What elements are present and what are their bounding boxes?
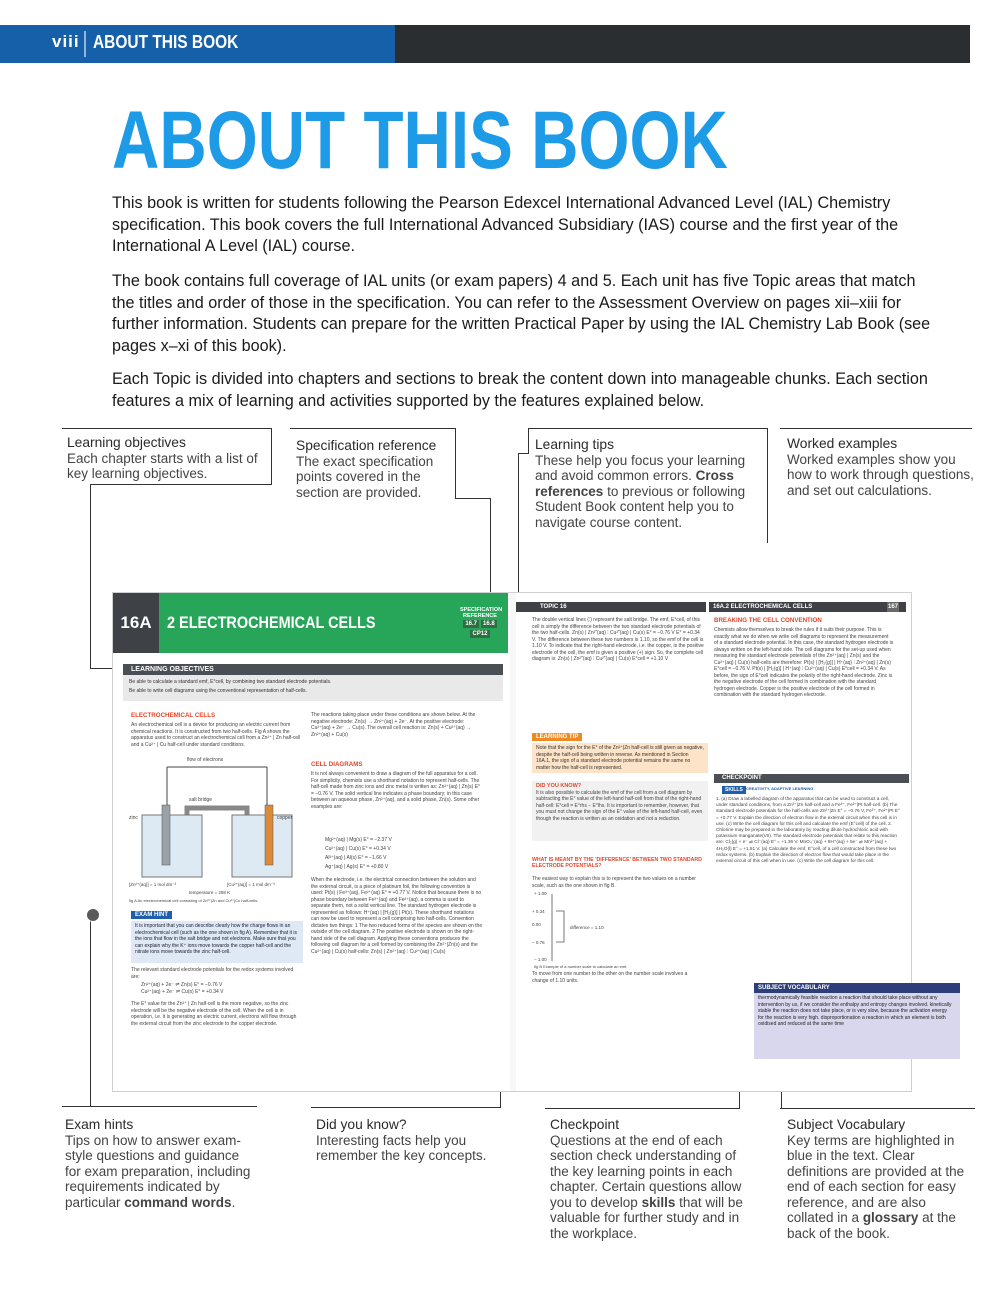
intro-paragraph-2: The book contains full coverage of IAL units (or exam papers) 4 and 5. Each unit has five Topic areas that match the titles and order of those in the specification. You can refer to the Assessment Overview on pages xii–xiii for further information. Students can prepare for the written Practical Paper by using the IAL Chemistry Lab Book (see pages x–xi of this book).: [112, 272, 931, 355]
note-subject-vocabulary: [787, 1117, 972, 1241]
note-text: [535, 453, 755, 531]
connector-line: [455, 428, 456, 498]
note-text-a: Key terms are highlighted in blue in the text. Clear definitions are provided at the end of each section for easy reference, and are also collated in a: [787, 1132, 965, 1225]
copper-electrode: [265, 805, 273, 865]
note-text: [787, 1133, 972, 1242]
section-label: 16A.2 ELECTROCHEMICAL CELLS: [713, 604, 813, 610]
connector-line: [528, 428, 768, 429]
note-text: The exact specification points covered in the section are provided.: [296, 453, 434, 500]
connector-line: [780, 428, 972, 429]
number-scale-figure: [532, 889, 708, 969]
note-title: Worked examples: [787, 436, 898, 451]
scale-label: + 0.34: [532, 909, 545, 914]
page-title: ABOUT THIS BOOK: [112, 95, 728, 186]
note-did-you-know: [316, 1117, 496, 1164]
exam-hint-label: EXAM HINT: [131, 911, 172, 919]
note-worked-examples: [787, 436, 977, 498]
body-text: The relevant standard electrode potentials for the redox systems involved are:: [131, 967, 294, 980]
note-exam-hints: [65, 1117, 255, 1210]
fig-label: temperature = 298 K: [189, 890, 231, 895]
scale-label: 0.00: [532, 922, 541, 927]
note-text-a: These help you focus your learning and avoid common errors.: [535, 452, 746, 483]
electrochemical-cell-diagram: [127, 753, 307, 903]
connector-line: [528, 428, 529, 453]
connector-line: [311, 1107, 501, 1108]
connector-line: [545, 1108, 740, 1109]
note-checkpoint: [550, 1117, 750, 1241]
note-title: Specification reference: [296, 438, 437, 453]
body-text: It is not always convenient to draw a diagram of the full apparatus for a cell. For simplicity, chemists use a shorthand notation to represent half-cells. The half-cell made from zinc ions and zinc metal is written as: Zn²⁺(aq) | Zn(s) E° = −0.76 V. The solid vertical line indicates a phase boundary; in this case between an aqueous phase, Zn²⁺(aq), and a solid phase, Zn(s). Some other examples are:: [311, 771, 481, 810]
equation: Cu²⁺(aq) | Cu(s) E° = +0.34 V: [325, 846, 391, 852]
fig-label: salt bridge: [189, 797, 213, 803]
section-heading: CELL DIAGRAMS: [311, 761, 363, 768]
note-title: Checkpoint: [550, 1117, 620, 1132]
fig-caption: fig A An electrochemical cell consisting of Zn²⁺|Zn and Cu²⁺|Cu half-cells.: [129, 898, 259, 903]
connector-line: [90, 913, 91, 1107]
did-you-know-label: DID YOU KNOW?: [536, 783, 582, 789]
subject-vocabulary-bar: SUBJECT VOCABULARY: [754, 983, 960, 993]
connector-line: [62, 1106, 257, 1107]
note-learning-tips: [535, 437, 755, 530]
chapter-header: [113, 593, 508, 653]
body-text: An electrochemical cell is a device for producing an electric current from chemical reactions. It is constructed from two half-cells. Fig A shows the apparatus used to construct an electrochemical cell from a Zn²⁺ | Zn half-cell and a Cu²⁺ | Cu half-cell under standard conditions.: [131, 722, 301, 748]
fig-label: copper: [277, 815, 293, 821]
note-text: Worked examples show you how to work through questions, and set out calculations.: [787, 451, 974, 498]
subject-vocabulary-text: thermodynamically feasible reaction a reaction that should take place without any intervention by us, if we consider the enthalpy and entropy changes involved. kinetically stable the reaction does not take place, or is very slow, because the activation energy for the reaction is very high. disproportionation a reaction in which an element is both oxidised and reduced at the same time: [758, 995, 952, 1027]
spec-reference-box: [460, 607, 503, 639]
note-text: [65, 1133, 255, 1211]
note-learning-objectives: [67, 435, 267, 482]
note-bold: skills: [641, 1194, 676, 1210]
note-text: Each chapter starts with a list of key learning objectives.: [67, 450, 258, 481]
book-spread: [113, 593, 952, 1091]
learning-objectives-bar: LEARNING OBJECTIVES: [123, 664, 503, 675]
connector-dot: [86, 908, 100, 922]
skills-subtitle: CREATIVITY, ADAPTIVE LEARNING: [746, 786, 814, 791]
exam-hint-box: It is important that you can describe clearly how the charge flows in an electrochemical cell (such as the one shown in fig A). Remember that it is the ions that flow in the salt bridge and not electrons. Make sure that you can explain why the K⁺ ions move towards the copper half-cell and the nitrate ions move towards the zinc half-cell.: [131, 921, 303, 963]
beaker-right: [232, 815, 292, 877]
scale-label: difference = 1.10: [570, 925, 604, 930]
lo-item: Be able to write cell diagrams using the conventional representation of half-cells.: [129, 688, 307, 694]
connector-line: [455, 498, 491, 499]
page-number: viii: [52, 32, 80, 51]
note-text-b: .: [231, 1194, 236, 1210]
equation: Mg²⁺(aq) | Mg(s) E° = −2.37 V: [325, 837, 392, 843]
note-specification-reference: [296, 438, 451, 500]
equation: Al³⁺(aq) | Al(s) E° = −1.66 V: [325, 855, 387, 861]
note-bold: Cross references: [535, 468, 734, 499]
note-text: [550, 1133, 750, 1242]
scale-label: − 1.00: [534, 957, 547, 962]
scale-label: + 1.00: [534, 891, 547, 896]
note-title: Exam hints: [65, 1117, 134, 1132]
header-bar: [0, 25, 970, 63]
note-text-b: that will be valuable for further study and in the workplace.: [550, 1194, 743, 1241]
fig-caption: fig B Example of a number scale to calculate an emf.: [534, 964, 628, 969]
body-text: The easiest way to explain this is to represent the two values on a number scale, such as the one shown in fig B.: [532, 876, 696, 889]
note-bold: glossary: [862, 1210, 919, 1225]
equation: Ag⁺(aq) | Ag(s) E° = +0.80 V: [325, 864, 389, 870]
subject-vocabulary-box: [754, 983, 960, 1059]
intro-paragraph-1: This book is written for students following the Pearson Edexcel International Advanced Level (IAL) Chemistry specification. This book covers the full International Advanced Subsidiary (IAS) course and the first year of the International A Level (IAL) course.: [112, 194, 899, 255]
note-text: Interesting facts help you remember the key concepts.: [316, 1132, 487, 1163]
fig-label: [Zn²⁺(aq)] = 1 mol dm⁻³: [129, 882, 177, 887]
body-text: The double vertical lines (⫶) represent the salt bridge. The emf, E°cell, of this cell is simply the difference between the two standard electrode potentials of the two half-cells. Zn(s) | Zn²⁺(aq) ⫶ Cu²⁺(aq) | Cu(s) E° = −0.76 V E° = +0.34 V. The difference between these two numbers is 1.10, so the emf of the cell is 1.10 V. To indicate that the right-hand electrode, i.e. the copper, is the positive electrode of the cell, the emf is given a positive (+) sign. So, the complete cell diagram is: Zn(s) | Zn²⁺(aq) ⫶ Cu²⁺(aq) | Cu(s) E°cell = +1.10 V: [532, 617, 704, 662]
body-text: To move from one number to the other on the number scale involves a change of 1.10 units.: [532, 971, 688, 984]
learning-tip-box: Note that the sign for the E° of the Zn²⁺|Zn half-cell is still given as negative, despite the half-cell being written in reverse. As mentioned in Section 16A.1, the sign of a standard electrode potential remains the same no matter how the half-cell is represented.: [532, 743, 708, 773]
section-heading: BREAKING THE CELL CONVENTION: [714, 617, 822, 624]
checkpoint-questions: 1. (a) Draw a labelled diagram of the apparatus that can be used to construct a cell, under standard conditions, from a Zn²⁺|Zn half-cell and a Fe³⁺, Fe²⁺|Pt half-cell. (b) The standard electrode potentials for the half-cells are Zn²⁺|Zn E° = −0.76 V, Fe³⁺, Fe²⁺|Pt E° = +0.77 V. Explain the direction of electron flow in the external circuit when this cell is in use. (c) Write the cell diagram for this cell and calculate the emf (E°cell) of the cell. 2. Chlorine may be prepared in the laboratory by reacting dilute hydrochloric acid with potassium manganate(VII). The standard electrode potentials that relate to this reaction are: Cl₂(g) + e⁻ ⇌ Cl⁻(aq) E° = +1.36 V. MnO₄⁻(aq) + 8H⁺(aq) + 5e⁻ ⇌ Mn²⁺(aq) + 4H₂O(l) E° = +1.51 V. (a) Calculate the emf, E°cell, of a cell constructed from these two redox systems. (b) Explain the direction of electron flow that would take place in the external circuit of this cell when in use. (c) Write the cell diagram for this cell.: [716, 796, 900, 864]
note-title: Subject Vocabulary: [787, 1117, 906, 1132]
body-text: The reactions taking place under these conditions are shown below. At the negative electrode: Zn(s) → Zn²⁺(aq) + 2e⁻. At the positive electrode: Cu²⁺(aq) + 2e⁻ → Cu(s). The overall cell reaction is: Zn(s) + Cu²⁺(aq) → Zn²⁺(aq) + Cu(s): [311, 712, 476, 738]
note-text-a: Questions at the end of each section check understanding of the key learning points in each chapter. Certain questions allow you to develop: [550, 1132, 742, 1210]
header-blue-block: [0, 25, 395, 63]
note-text-b: at the back of the book.: [787, 1210, 956, 1241]
connector-line: [62, 428, 272, 429]
connector-line: [271, 428, 272, 484]
body-text: The E° value for the Zn²⁺ | Zn half-cell is the more negative, so the zinc electrode will be the negative electrode of the cell. When the cell is in operation, i.e. it is generating an electric current, electrons will flow through the external circuit from the zinc electrode to the copper electrode.: [131, 1001, 297, 1027]
left-page: [113, 593, 510, 1091]
zinc-electrode: [162, 805, 170, 865]
chapter-title: 2 ELECTROCHEMICAL CELLS: [167, 613, 376, 632]
skills-badge: SKILLS: [722, 786, 746, 794]
connector-line: [518, 453, 529, 454]
topic-bar: TOPIC 16: [516, 602, 706, 612]
did-you-know-box: [532, 781, 708, 841]
right-page-number: 167: [887, 604, 898, 610]
spec-code: 16.8: [483, 621, 495, 627]
spec-code: 16.7: [465, 621, 477, 627]
scale-label: − 0.76: [532, 940, 545, 945]
equation: Cu²⁺(aq) + 2e⁻ ⇌ Cu(s) E° = +0.34 V: [141, 989, 224, 995]
connector-line: [290, 428, 455, 429]
connector-line: [767, 428, 768, 543]
spec-label: SPECIFICATION REFERENCE: [460, 607, 503, 619]
header-section-title: ABOUT THIS BOOK: [93, 32, 239, 52]
chapter-number: 16A: [113, 593, 159, 653]
section-heading: WHAT IS MEANT BY THE 'DIFFERENCE' BETWEEN TWO STANDARD ELECTRODE POTENTIALS?: [532, 857, 702, 869]
note-bold: command words: [124, 1194, 232, 1210]
note-title: Did you know?: [316, 1117, 407, 1132]
did-you-know-text: It is also possible to calculate the emf of the cell from a cell diagram by subtracting the E° value of the left-hand half-cell from that of the right-hand half-cell: E°cell = E°rhs − E°lhs. It is important to remember, however, that you must not change the sign of the E° value of the left-hand half-cell, even though the reaction is written as an oxidation and not a reduction.: [536, 789, 703, 822]
spec-code: CP12: [472, 631, 488, 637]
scale-bracket: [556, 911, 564, 942]
section-bar: [709, 602, 906, 612]
note-title: Learning objectives: [67, 435, 186, 450]
beaker-left: [142, 815, 202, 877]
note-title: Learning tips: [535, 437, 615, 452]
section-heading: ELECTROCHEMICAL CELLS: [131, 712, 216, 719]
lo-item: Be able to calculate a standard emf, E°cell, by combining two standard electrode potentials.: [129, 679, 332, 685]
connector-line: [490, 498, 491, 598]
fig-label: zinc: [129, 815, 138, 821]
checkpoint-bar: CHECKPOINT: [714, 774, 909, 783]
note-text-a: Tips on how to answer exam-style questions and guidance for exam preparation, including requirements indicated by particular: [65, 1132, 251, 1210]
body-text: Chemists allow themselves to break the rules if it suits their purpose. This is exactly what we do when we write cell diagrams to represent the measurement of a standard electrode potential. In this case, the standard hydrogen electrode is always written on the left-hand side. The cell diagrams for the set-up used when measuring the standard electrode potentials of the Zn²⁺(aq) | Zn(s) and the Cu²⁺(aq) | Cu(s) half-cells are therefore: Pt(s) | [H₂(g)] | H⁺(aq) ⫶ Zn²⁺(aq) | Zn(s) E°cell = −0.76 V. Pt(s) | [H₂(g)] | H⁺(aq) ⫶ Cu²⁺(aq) | Cu(s) E°cell = +0.34 V. As before, the sign of E°cell indicates the polarity of the right-hand electrode. Zinc is the negative electrode of the cell formed in combination with the standard hydrogen electrode. Copper is the positive electrode of the cell formed in combination with the standard hydrogen electrode.: [714, 627, 894, 698]
connector-line: [780, 1108, 975, 1109]
learning-objectives-box: [123, 675, 503, 701]
fig-label: [Cu²⁺(aq)] = 1 mol dm⁻³: [227, 882, 275, 887]
connector-line: [90, 484, 91, 669]
intro-paragraph-3: Each Topic is divided into chapters and sections to break the content down into manageable chunks. Each section features a mix of learning and activities supported by the features explained below.: [112, 370, 928, 410]
equation: Zn²⁺(aq) + 2e⁻ ⇌ Zn(s) E° = −0.76 V: [141, 982, 223, 988]
connector-line: [739, 1088, 740, 1109]
note-text-b: to previous or following Student Book content help you to navigate course content.: [535, 483, 746, 530]
fig-label: flow of electrons: [187, 757, 224, 763]
learning-tip-label: LEARNING TIP: [532, 733, 582, 741]
connector-line: [90, 484, 272, 485]
body-text: When the electrode, i.e. the electrical connection between the solution and the external circuit, is a piece of platinum foil, the following convention is used: Pt(s) | Fe³⁺(aq), Fe²⁺(aq) E° = +0.77 V. Notice that because there is no phase boundary between Fe³⁺(aq) and Fe²⁺(aq), a comma is used to separate them, not a solid vertical line. The standard hydrogen electrode is represented as follows: H⁺(aq) | [H₂(g)] | Pt(s). These shorthand notations can now be used to represent a cell comprising two half-cells. Convention dictates two things: 1 The two reduced forms of the species are shown on the outside of the cell diagram. 2 The positive electrode is shown on the right-hand side of the cell diagram. Applying these conventions produces the following cell diagram for a cell formed by combining the Zn²⁺|Zn(s) and the Cu²⁺(aq) | Cu(s) half-cells: Zn(s) | Zn²⁺(aq) ⫶ Cu²⁺(aq) | Cu(s): [311, 877, 483, 955]
header-divider: [84, 31, 86, 57]
